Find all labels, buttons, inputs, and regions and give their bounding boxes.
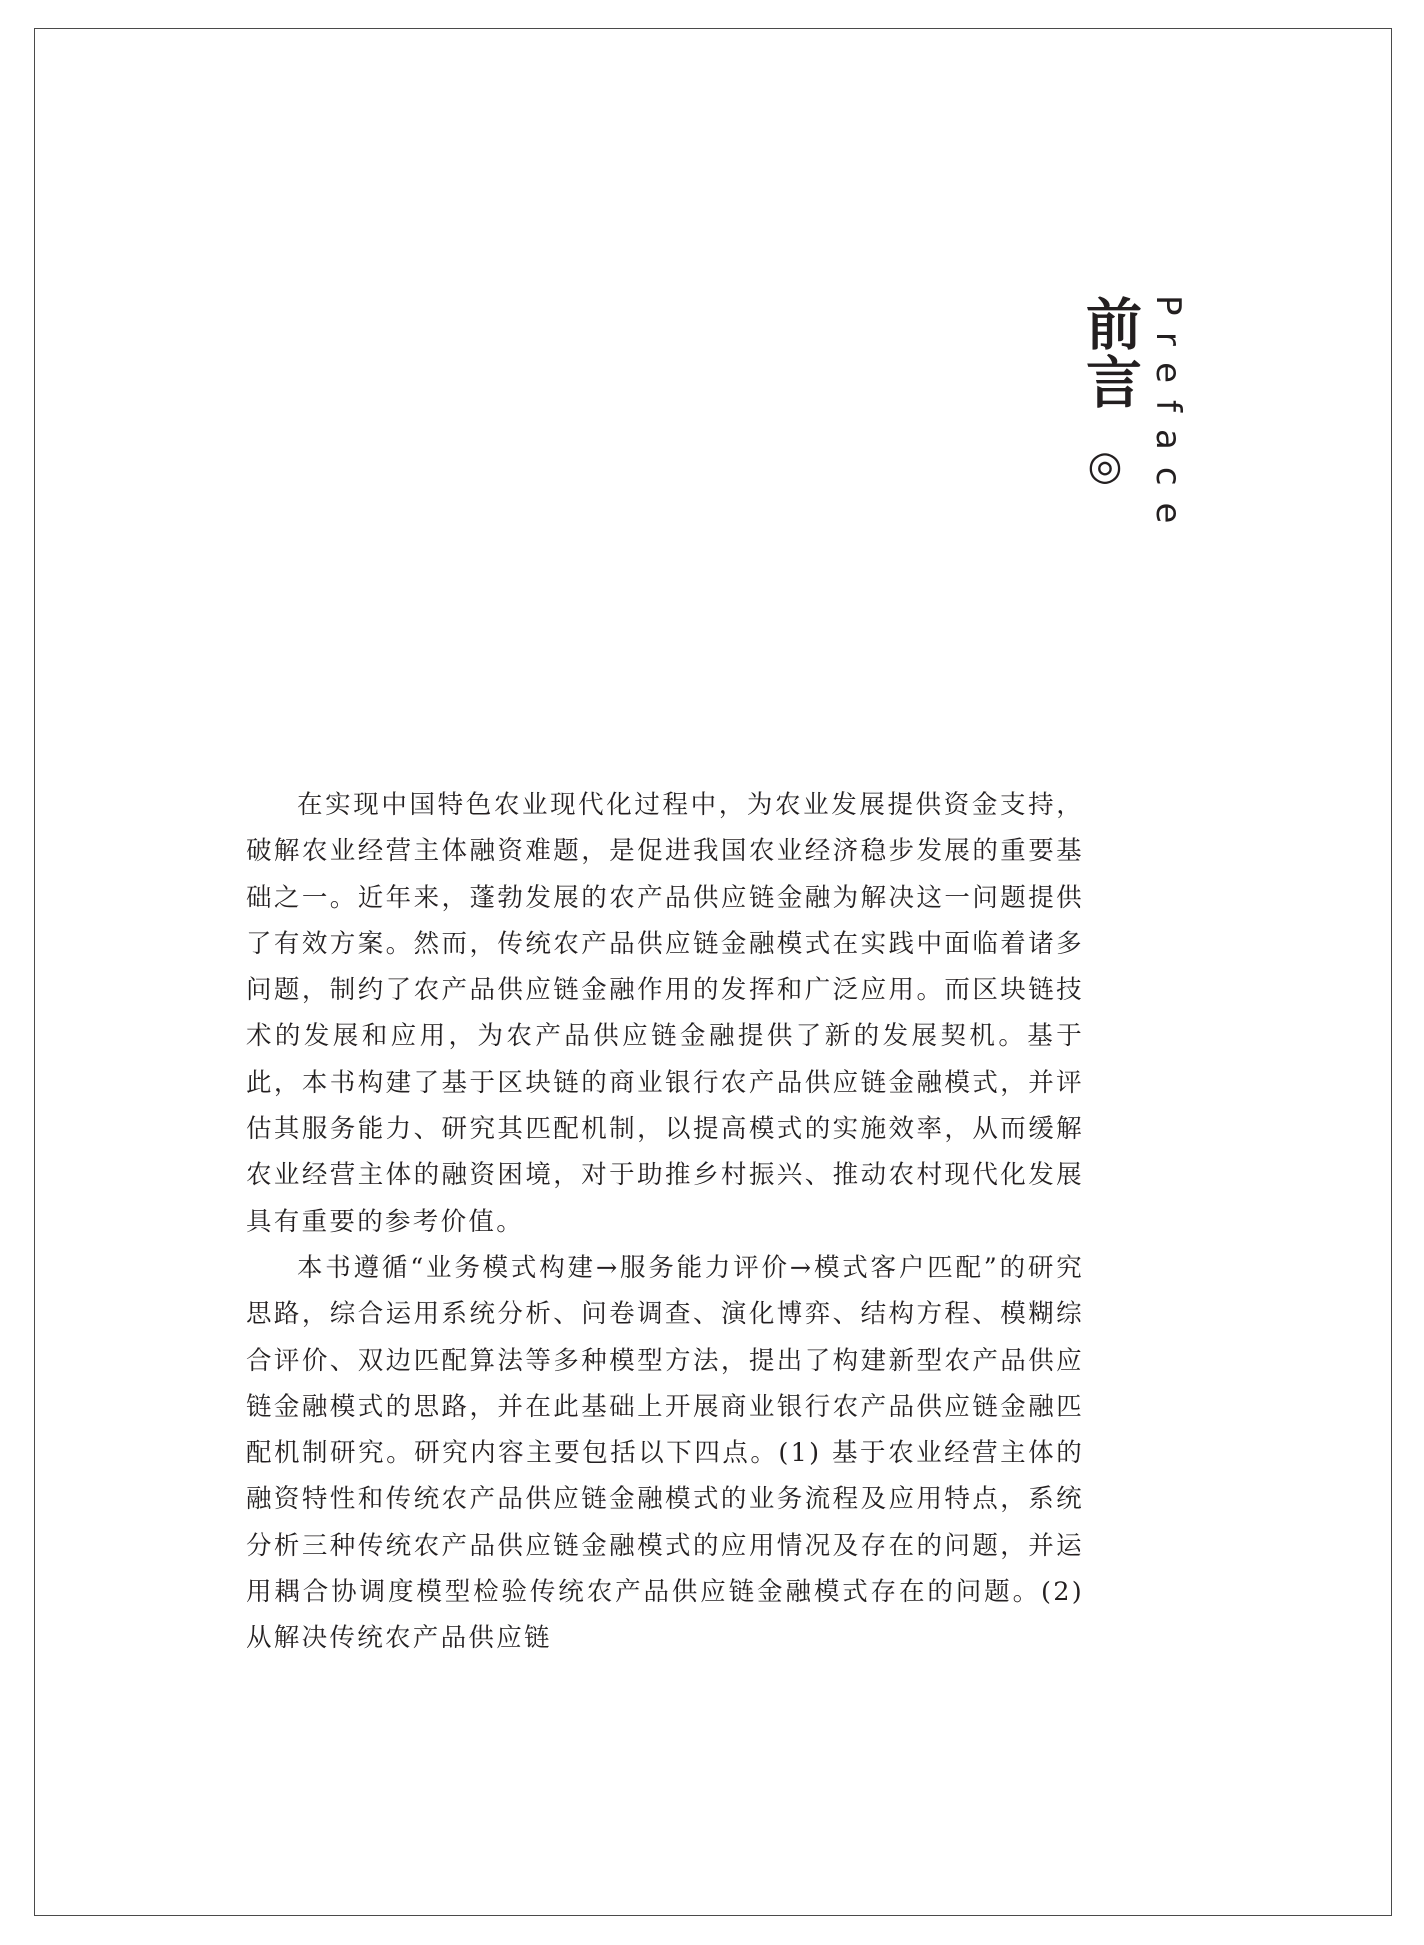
paragraph-1: 在实现中国特色农业现代化过程中，为农业发展提供资金支持，破解农业经营主体融资难题，是促进我国农业经济稳步发展的重要基础之一。近年来，蓬勃发展的农产品供应链金融为解决这一问题提供了有效方案。然而，传统农产品供应链金融模式在实践中面临着诸多问题，制约了农产品供应链金融作用的发挥和广泛应用。而区块链技术的发展和应用，为农产品供应链金融提供了新的发展契机。基于此，本书构建了基于区块链的商业银行农产品供应链金融模式，并评估其服务能力、研究其匹配机制，以提高模式的实施效率，从而缓解农业经营主体的融资困境，对于助推乡村振兴、推动农村现代化发展具有重要的参考价值。 xyxy=(246,790,1084,1237)
english-title: Preface xyxy=(1148,295,1188,541)
preface-heading xyxy=(1077,295,1200,595)
paragraph-2: 本书遵循“业务模式构建→服务能力评价→模式客户匹配”的研究思路，综合运用系统分析、问卷调查、演化博弈、结构方程、模糊综合评价、双边匹配算法等多种模型方法，提出了构建新型农产品供应链金融模式的思路，并在此基础上开展商业银行农产品供应链金融匹配机制研究。研究内容主要包括以下四点。(1) 基于农业经营主体的融资特性和传统农产品供应链金融模式的业务流程及应用特点，系统分析三种传统农产品供应链金融模式的应用情况及存在的问题，并运用耦合协调度模型检验传统农产品供应链金融模式存在的问题。(2) 从解决传统农产品供应链 xyxy=(246,1252,1084,1654)
bullseye-icon: ◎ xyxy=(1087,443,1123,489)
body-text xyxy=(246,782,1084,1662)
chinese-title: 前言 xyxy=(1077,295,1142,411)
